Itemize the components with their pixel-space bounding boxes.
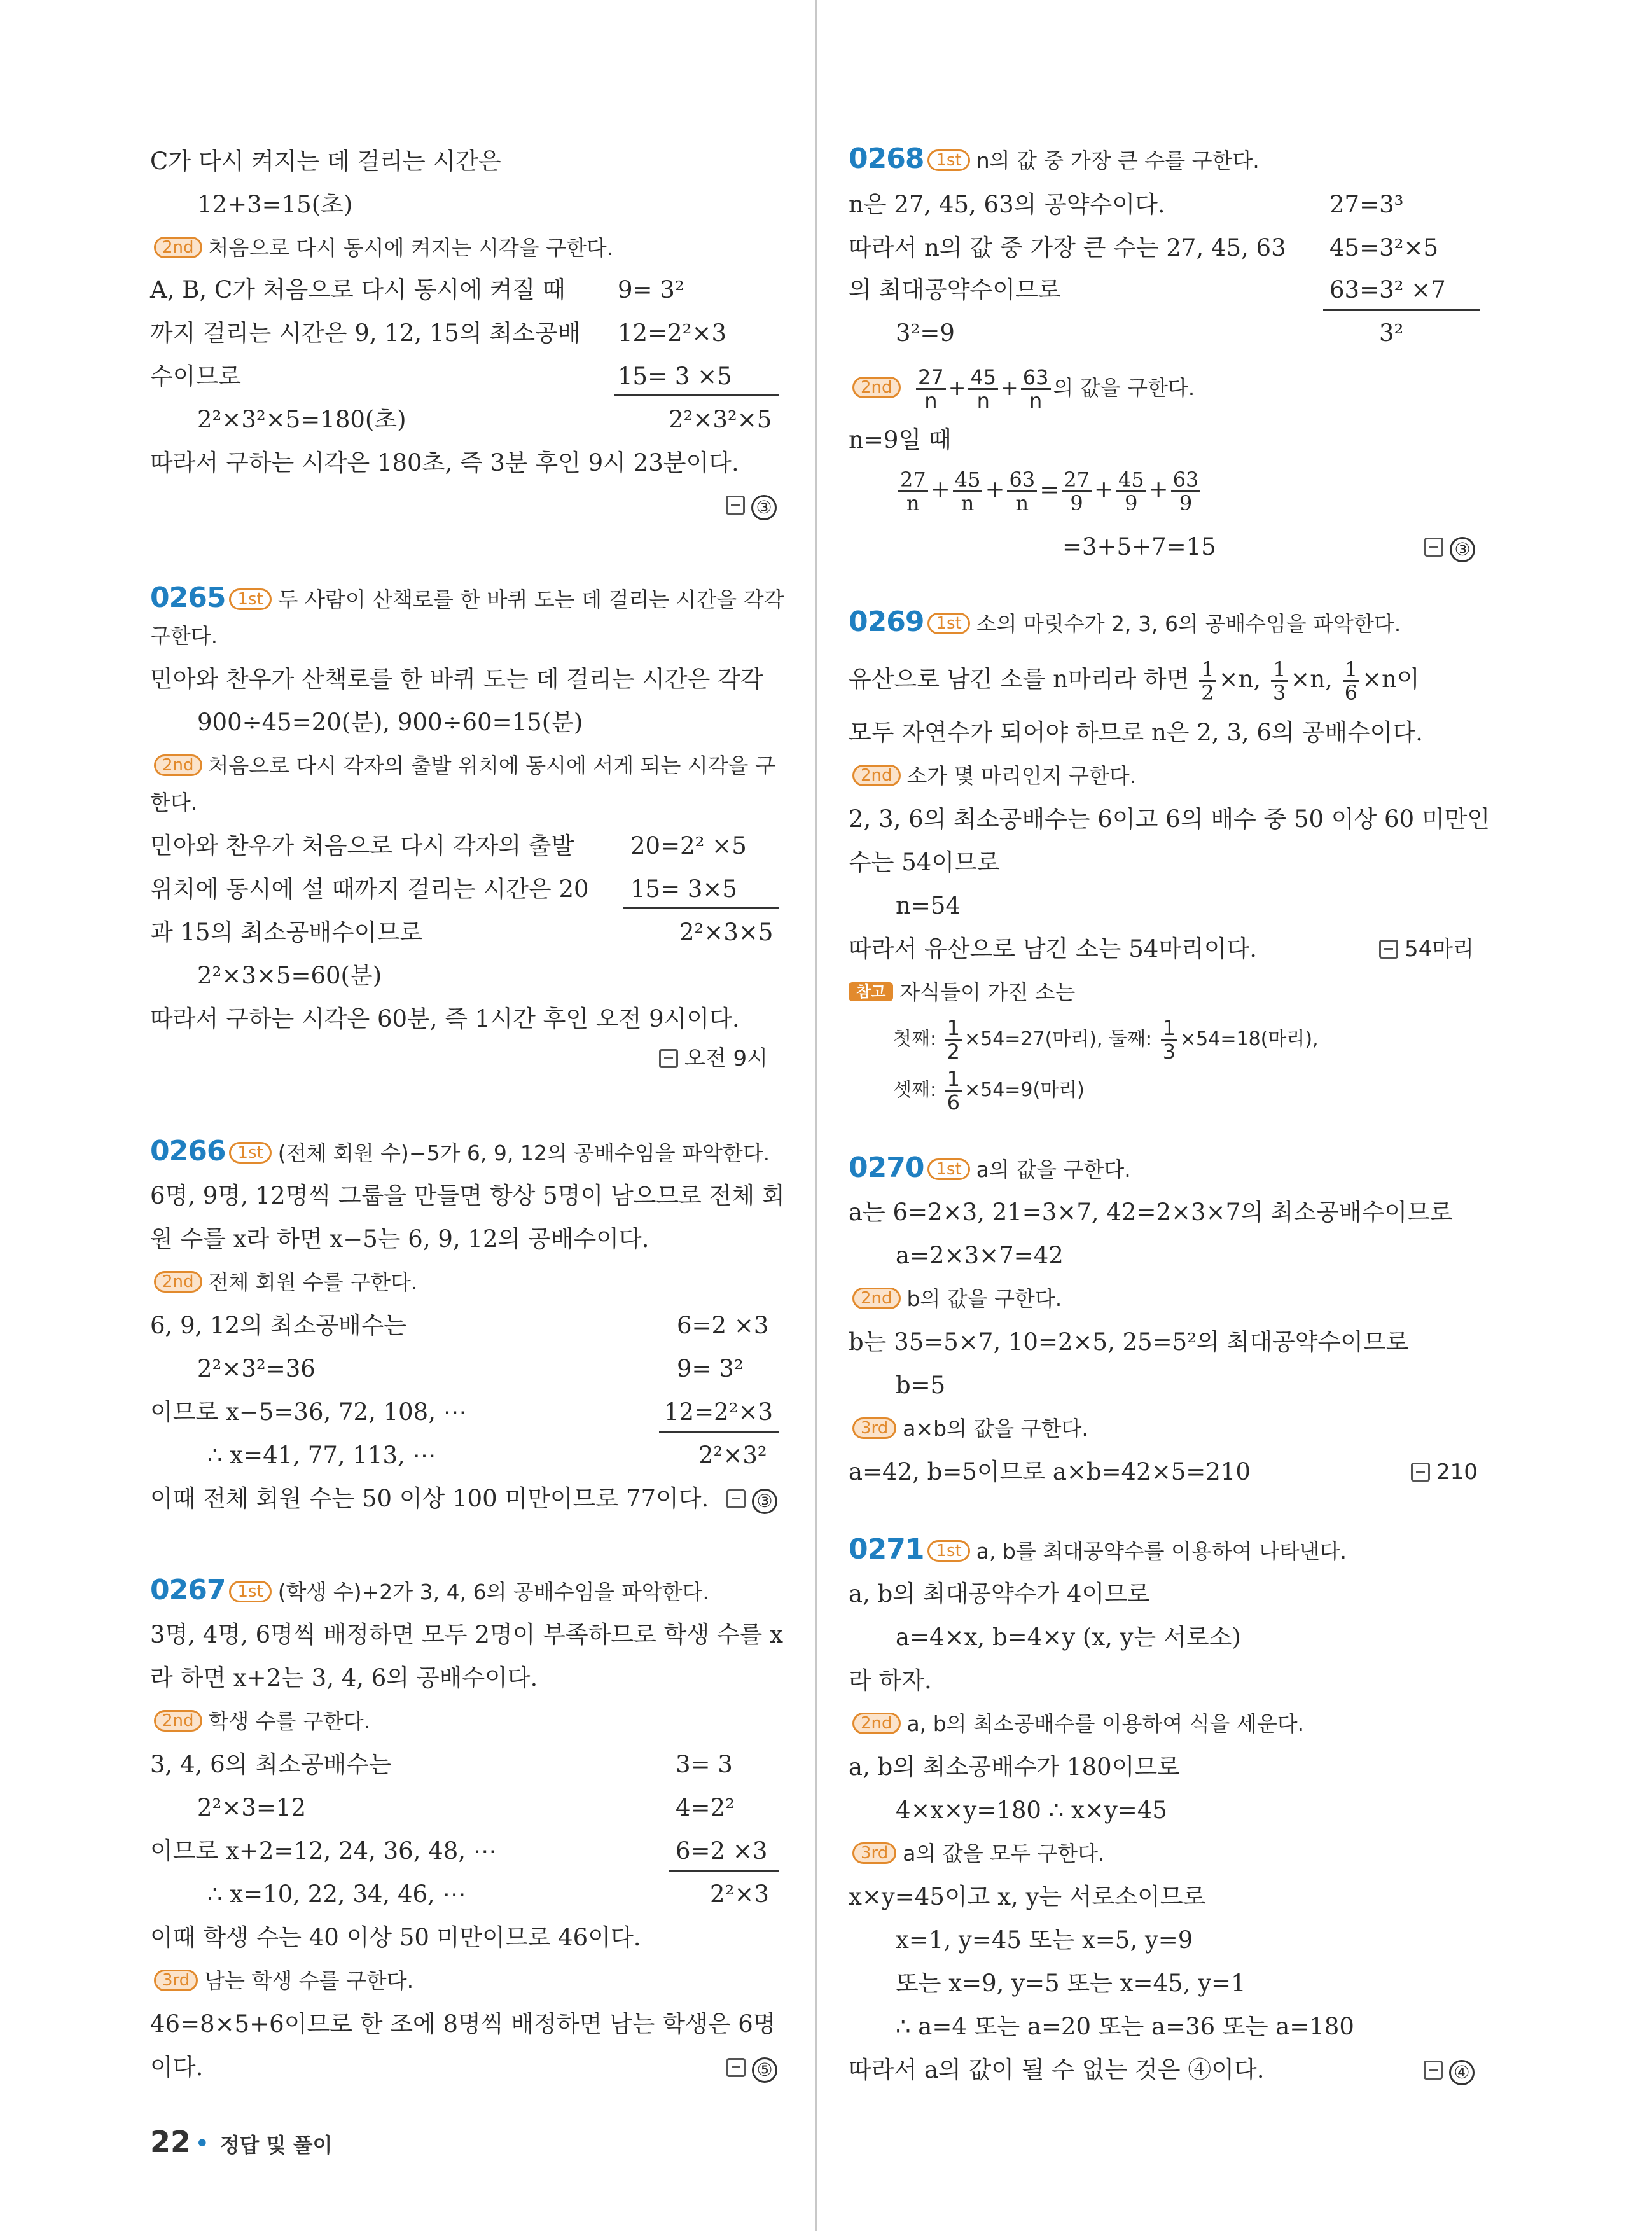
denominator: 2 — [947, 1039, 960, 1064]
text-span: 유산으로 남긴 소를 n마리라 하면 — [849, 665, 1190, 693]
step-row — [849, 1414, 1088, 1445]
column-divider — [815, 0, 817, 2231]
reference-text: 자식들이 가진 소는 — [899, 980, 1076, 1004]
step-row — [150, 1267, 417, 1299]
factorization-line: 45=3²×5 — [1329, 234, 1438, 261]
numerator: 45 — [953, 469, 983, 492]
step-text: (전체 회원 수)−5가 6, 9, 12의 공배수임을 파악한다. — [277, 1141, 770, 1165]
answer-icon — [659, 1049, 678, 1068]
step-badge: 2nd — [154, 754, 202, 776]
denominator: n — [961, 491, 975, 515]
text-line: 이므로 x+2=12, 24, 36, 48, ⋯ — [150, 1837, 497, 1865]
text-line: n은 27, 45, 63의 공약수이다. — [849, 191, 1165, 218]
text-line: 이때 전체 회원 수는 50 이상 100 미만이므로 77이다. — [150, 1485, 709, 1512]
step-badge: 3rd — [852, 1842, 896, 1864]
step-badge: 1st — [927, 1158, 969, 1180]
step-row — [150, 1706, 370, 1738]
step-badge: 3rd — [852, 1417, 896, 1439]
problem-number: 0271 — [849, 1533, 924, 1566]
problem-header — [849, 607, 1401, 643]
reference-value: ×54=18(마리), — [1180, 1028, 1319, 1050]
fraction — [1271, 658, 1288, 704]
denominator: n — [924, 389, 938, 413]
step-text: a의 값을 구한다. — [976, 1157, 1131, 1182]
text-line: 3²=9 — [896, 319, 955, 347]
factorization-line: 6=2 ×3 — [677, 1312, 769, 1339]
denominator: n — [976, 389, 990, 413]
factorization-result: 2²×3² — [698, 1442, 767, 1469]
text-line: 민아와 찬우가 산책로를 한 바퀴 도는 데 걸리는 시간은 각각 — [150, 665, 763, 693]
text-line: 6, 9, 12의 최소공배수는 — [150, 1312, 407, 1339]
problem-header — [849, 1153, 1131, 1188]
numerator: 63 — [1007, 469, 1037, 492]
factorization-line: 6=2 ×3 — [676, 1837, 768, 1865]
fraction — [1199, 658, 1216, 704]
text-line: 수이므로 — [150, 363, 241, 390]
fraction — [945, 1017, 962, 1062]
text-line: ∴ x=10, 22, 34, 46, ⋯ — [207, 1880, 466, 1908]
answer-icon — [726, 1489, 746, 1508]
answer-box — [726, 2052, 777, 2083]
numerator: 27 — [1062, 469, 1092, 492]
reference-label: 셋째: — [893, 1079, 937, 1101]
text-line: b=5 — [896, 1372, 946, 1399]
text-line: 의 최대공약수이므로 — [849, 276, 1061, 303]
numerator: 27 — [916, 366, 946, 390]
step-text: 한다. — [150, 790, 198, 815]
factorization-rule — [614, 394, 779, 396]
problem-number: 0265 — [150, 581, 226, 614]
step-row: 2nd $\frac{27}{n}$ + $\frac{45}{n}$ + $\frac{63}{n}$ 의 값을 구한다. — [849, 364, 1195, 412]
step-row — [849, 1838, 1105, 1870]
bullet-dot: • — [195, 2129, 210, 2158]
answer-value: 오전 9시 — [684, 1046, 768, 1071]
factorization-line: 15= 3 ×5 — [618, 363, 732, 390]
text-line: 4×x×y=180 ∴ x×y=45 — [896, 1797, 1167, 1824]
page-number: 22 — [150, 2125, 191, 2159]
text-line: a는 6=2×3, 21=3×7, 42=2×3×7의 최소공배수이므로 — [849, 1199, 1453, 1226]
problem-header — [150, 583, 784, 618]
denominator: 3 — [1162, 1039, 1176, 1064]
numerator: 63 — [1171, 469, 1201, 492]
text-line: 900÷45=20(분), 900÷60=15(분) — [197, 709, 583, 736]
factorization-result: 2²×3 — [710, 1880, 769, 1908]
answer-value: 54마리 — [1405, 936, 1474, 962]
text-line: n=54 — [896, 892, 961, 919]
denominator: 9 — [1125, 491, 1138, 515]
factorization-line: 9= 3² — [677, 1355, 744, 1382]
answer-icon — [726, 2058, 746, 2077]
answer-value: ③ — [752, 1489, 777, 1514]
problem-number: 0268 — [849, 142, 924, 175]
factorization-line: 27=3³ — [1329, 191, 1404, 218]
step-text: 소가 몇 마리인지 구한다. — [906, 763, 1137, 788]
text-line: 2²×3×5=60(분) — [197, 962, 382, 989]
text-line: 46=8×5+6이므로 한 조에 8명씩 배정하면 남는 학생은 6명 — [150, 2010, 776, 2038]
text-line: x×y=45이고 x, y는 서로소이므로 — [849, 1883, 1206, 1910]
reference-label: 첫째: — [893, 1028, 937, 1050]
text-line: 2²×3²×5=180(초) — [197, 406, 406, 433]
step-text: 의 값을 구한다. — [1053, 375, 1195, 400]
step-text: a, b를 최대공약수를 이용하여 나타낸다. — [976, 1539, 1347, 1564]
factorization-rule — [623, 907, 779, 909]
step-badge: 1st — [229, 1581, 271, 1602]
text-line: 민아와 찬우가 처음으로 다시 각자의 출발 — [150, 832, 574, 859]
text-line: a=4×x, b=4×y (x, y는 서로소) — [896, 1623, 1241, 1651]
step-text: b의 값을 구한다. — [906, 1286, 1062, 1311]
step-text: a의 값을 모두 구한다. — [903, 1841, 1105, 1866]
text-line: 12+3=15(초) — [197, 191, 353, 218]
step-row — [150, 751, 775, 782]
text-line: 라 하면 x+2는 3, 4, 6의 공배수이다. — [150, 1664, 538, 1692]
denominator: n — [1029, 389, 1043, 413]
text-line: C가 다시 켜지는 데 걸리는 시간은 — [150, 148, 501, 175]
step-text: 전체 회원 수를 구한다. — [208, 1270, 418, 1295]
reference-title — [849, 977, 1075, 1009]
answer-box — [1411, 1457, 1478, 1487]
numerator: 1 — [945, 1068, 962, 1092]
text-line: 원 수를 x라 하면 x−5는 6, 9, 12의 공배수이다. — [150, 1225, 649, 1253]
step-row — [849, 1709, 1304, 1741]
step-badge: 2nd — [852, 377, 901, 398]
step-badge: 2nd — [852, 1288, 901, 1309]
text-line: 위치에 동시에 설 때까지 걸리는 시간은 20 — [150, 875, 589, 903]
step-row — [150, 233, 613, 265]
answer-box — [659, 1043, 768, 1074]
fraction — [945, 1068, 962, 1113]
factorization-line: 63=3² ×7 — [1329, 276, 1446, 303]
step-badge: 2nd — [154, 237, 202, 258]
text-line: a=42, b=5이므로 a×b=42×5=210 — [849, 1458, 1251, 1485]
text-line: a, b의 최소공배수가 180이므로 — [849, 1753, 1180, 1781]
answer-box — [1379, 934, 1474, 964]
text-line: A, B, C가 처음으로 다시 동시에 켜질 때 — [150, 276, 566, 303]
step-text: a, b의 최소공배수를 이용하여 식을 세운다. — [906, 1711, 1305, 1736]
fraction — [1116, 469, 1146, 514]
footer-label: 정답 및 풀이 — [219, 2133, 333, 2157]
factorization-line: 15= 3×5 — [630, 875, 737, 903]
fraction — [953, 469, 983, 514]
text-line: 따라서 n의 값 중 가장 큰 수는 27, 45, 63 — [849, 234, 1286, 261]
problem-header — [150, 1575, 709, 1611]
text-line: n=9일 때 — [849, 426, 952, 454]
denominator: n — [1015, 491, 1029, 515]
numerator: 1 — [945, 1017, 962, 1041]
numerator: 1 — [1343, 658, 1359, 682]
numerator: 1 — [1161, 1017, 1177, 1041]
denominator: 9 — [1070, 491, 1083, 515]
text-line: 따라서 구하는 시각은 60분, 즉 1시간 후인 오전 9시이다. — [150, 1005, 740, 1032]
denominator: 6 — [1344, 681, 1358, 705]
problem-header — [150, 1136, 770, 1172]
text-line: 이다. — [150, 2054, 204, 2081]
numerator: 27 — [898, 469, 928, 492]
factorization-result: 2²×3×5 — [679, 919, 774, 946]
denominator: 3 — [1273, 681, 1286, 705]
fraction — [968, 366, 998, 412]
step-text: 소의 마릿수가 2, 3, 6의 공배수임을 파악한다. — [976, 611, 1401, 636]
text-line: 2²×3²=36 — [197, 1355, 316, 1382]
reference-value: ×54=9(마리) — [964, 1079, 1085, 1101]
problem-number: 0267 — [150, 1574, 226, 1606]
step-badge: 1st — [927, 1540, 969, 1562]
text-line: 라 하자. — [849, 1667, 932, 1694]
factorization-result: 3² — [1379, 319, 1404, 347]
text-line: 까지 걸리는 시간은 9, 12, 15의 최소공배 — [150, 319, 581, 347]
factorization-line: 3= 3 — [676, 1751, 733, 1778]
answer-value: ⑤ — [752, 2057, 777, 2083]
problem-number: 0269 — [849, 606, 924, 638]
step-text: 두 사람이 산책로를 한 바퀴 도는 데 걸리는 시간을 각각 — [277, 587, 784, 612]
text-line: 또는 x=9, y=5 또는 x=45, y=1 — [896, 1970, 1246, 1997]
reference-value: ×54=27(마리), — [964, 1028, 1103, 1050]
reference-line — [893, 1066, 1085, 1115]
text-line: 2²×3=12 — [197, 1794, 306, 1821]
factorization-rule — [659, 1431, 779, 1433]
answer-box — [1424, 2055, 1475, 2085]
step-text: (학생 수)+2가 3, 4, 6의 공배수임을 파악한다. — [277, 1580, 709, 1604]
answer-icon — [726, 496, 745, 515]
numerator: 1 — [1271, 658, 1288, 682]
text-line: ∴ x=41, 77, 113, ⋯ — [207, 1442, 436, 1469]
text-line: 3명, 4명, 6명씩 배정하면 모두 2명이 부족하므로 학생 수를 x — [150, 1621, 783, 1648]
answer-box — [1424, 532, 1475, 562]
text-line — [849, 655, 1420, 704]
answer-icon — [1424, 538, 1443, 557]
text-line: a, b의 최대공약수가 4이므로 — [849, 1580, 1150, 1608]
factorization-line: 9= 3² — [618, 276, 684, 303]
fraction — [898, 469, 928, 514]
denominator: 2 — [1201, 681, 1214, 705]
answer-icon — [1379, 940, 1398, 959]
text-line: 수는 54이므로 — [849, 849, 1000, 876]
factorization-result: 2²×3²×5 — [669, 406, 772, 433]
text-line: 6명, 9명, 12명씩 그룹을 만들면 항상 5명이 남으므로 전체 회 — [150, 1182, 785, 1209]
text-span: ×n, — [1218, 665, 1261, 693]
step-text: 처음으로 다시 동시에 켜지는 시각을 구한다. — [208, 235, 614, 260]
text-line: =3+5+7=15 — [1062, 533, 1216, 560]
numerator: 1 — [1199, 658, 1216, 682]
step-badge: 1st — [229, 1142, 271, 1164]
problem-number: 0266 — [150, 1135, 226, 1167]
factorization-rule — [1323, 309, 1480, 311]
problem-header — [849, 1534, 1347, 1570]
step-text: 구한다. — [150, 623, 218, 648]
text-span: ×n이 — [1362, 665, 1420, 693]
fraction — [1171, 469, 1201, 514]
factorization-line: 20=2² ×5 — [630, 832, 747, 859]
denominator: 9 — [1179, 491, 1193, 515]
answer-icon — [1424, 2061, 1443, 2080]
text-line: 2, 3, 6의 최소공배수는 6이고 6의 배수 중 50 이상 60 미만인 — [849, 805, 1490, 833]
factorization-line: 4=2² — [676, 1794, 735, 1821]
text-line: x=1, y=45 또는 x=5, y=9 — [896, 1926, 1193, 1954]
step-badge: 1st — [229, 588, 271, 610]
text-line: 이때 학생 수는 40 이상 50 미만이므로 46이다. — [150, 1924, 641, 1951]
step-row — [849, 761, 1136, 793]
numerator: 45 — [1116, 469, 1146, 492]
text-line: 이므로 x−5=36, 72, 108, ⋯ — [150, 1398, 467, 1426]
reference-line — [893, 1015, 1319, 1064]
step-badge: 2nd — [154, 1271, 202, 1293]
step-badge: 1st — [927, 149, 969, 171]
fraction — [916, 366, 946, 412]
factorization-line: 12=2²×3 — [664, 1398, 773, 1426]
step-badge: 2nd — [154, 1710, 202, 1732]
text-line: 3, 4, 6의 최소공배수는 — [150, 1751, 392, 1778]
answer-box — [726, 1484, 777, 1514]
fraction — [1062, 469, 1092, 514]
answer-box — [726, 490, 777, 520]
equation-line: $\frac{27}{n}$ + $\frac{45}{n}$ + $\frac{63}{n}$ = $\frac{27}{9}$ + $\frac{45}{9}$ + $\frac{63}{9}$ — [896, 464, 1203, 515]
denominator: n — [906, 491, 920, 515]
step-text: 처음으로 다시 각자의 출발 위치에 동시에 서게 되는 시각을 구 — [208, 753, 775, 778]
answer-value: ③ — [751, 495, 777, 520]
answer-icon — [1411, 1463, 1430, 1482]
step-text: a×b의 값을 구한다. — [903, 1416, 1088, 1441]
fraction — [1343, 658, 1359, 704]
text-line: 따라서 a의 값이 될 수 없는 것은 ④이다. — [849, 2056, 1265, 2083]
denominator: 6 — [947, 1090, 960, 1115]
text-line: b는 35=5×7, 10=2×5, 25=5²의 최대공약수이므로 — [849, 1328, 1409, 1356]
step-row — [849, 1284, 1062, 1316]
text-line: 모두 자연수가 되어야 하므로 n은 2, 3, 6의 공배수이다. — [849, 719, 1423, 746]
fraction — [1007, 469, 1037, 514]
fraction — [1161, 1017, 1177, 1062]
answer-value: ④ — [1449, 2060, 1475, 2085]
text-line: 따라서 유산으로 남긴 소는 54마리이다. — [849, 935, 1258, 963]
answer-value: ③ — [1450, 537, 1475, 562]
step-row — [150, 1966, 413, 1998]
step-badge: 3rd — [154, 1970, 198, 1991]
factorization-rule — [669, 1870, 779, 1872]
text-line: 따라서 구하는 시각은 180초, 즉 3분 후인 9시 23분이다. — [150, 449, 739, 476]
step-badge: 2nd — [852, 1713, 901, 1734]
text-line: 과 15의 최소공배수이므로 — [150, 919, 423, 946]
text-span: ×n, — [1290, 665, 1333, 693]
reference-label: 둘째: — [1109, 1028, 1153, 1050]
problem-number: 0270 — [849, 1151, 924, 1184]
step-text: 남는 학생 수를 구한다. — [204, 1968, 414, 1993]
page-footer — [150, 2125, 332, 2159]
step-badge: 1st — [927, 613, 969, 634]
fraction — [1021, 366, 1051, 412]
answer-value: 210 — [1436, 1459, 1478, 1485]
numerator: 45 — [968, 366, 998, 390]
factorization-line: 12=2²×3 — [618, 319, 726, 347]
step-text: n의 값 중 가장 큰 수를 구한다. — [976, 148, 1260, 173]
text-line: ∴ a=4 또는 a=20 또는 a=36 또는 a=180 — [896, 2013, 1354, 2040]
reference-badge: 참고 — [849, 982, 893, 1001]
step-text: 학생 수를 구한다. — [208, 1709, 371, 1734]
problem-header — [849, 144, 1260, 179]
step-badge: 2nd — [852, 765, 901, 786]
text-line: a=2×3×7=42 — [896, 1242, 1064, 1269]
numerator: 63 — [1021, 366, 1051, 390]
